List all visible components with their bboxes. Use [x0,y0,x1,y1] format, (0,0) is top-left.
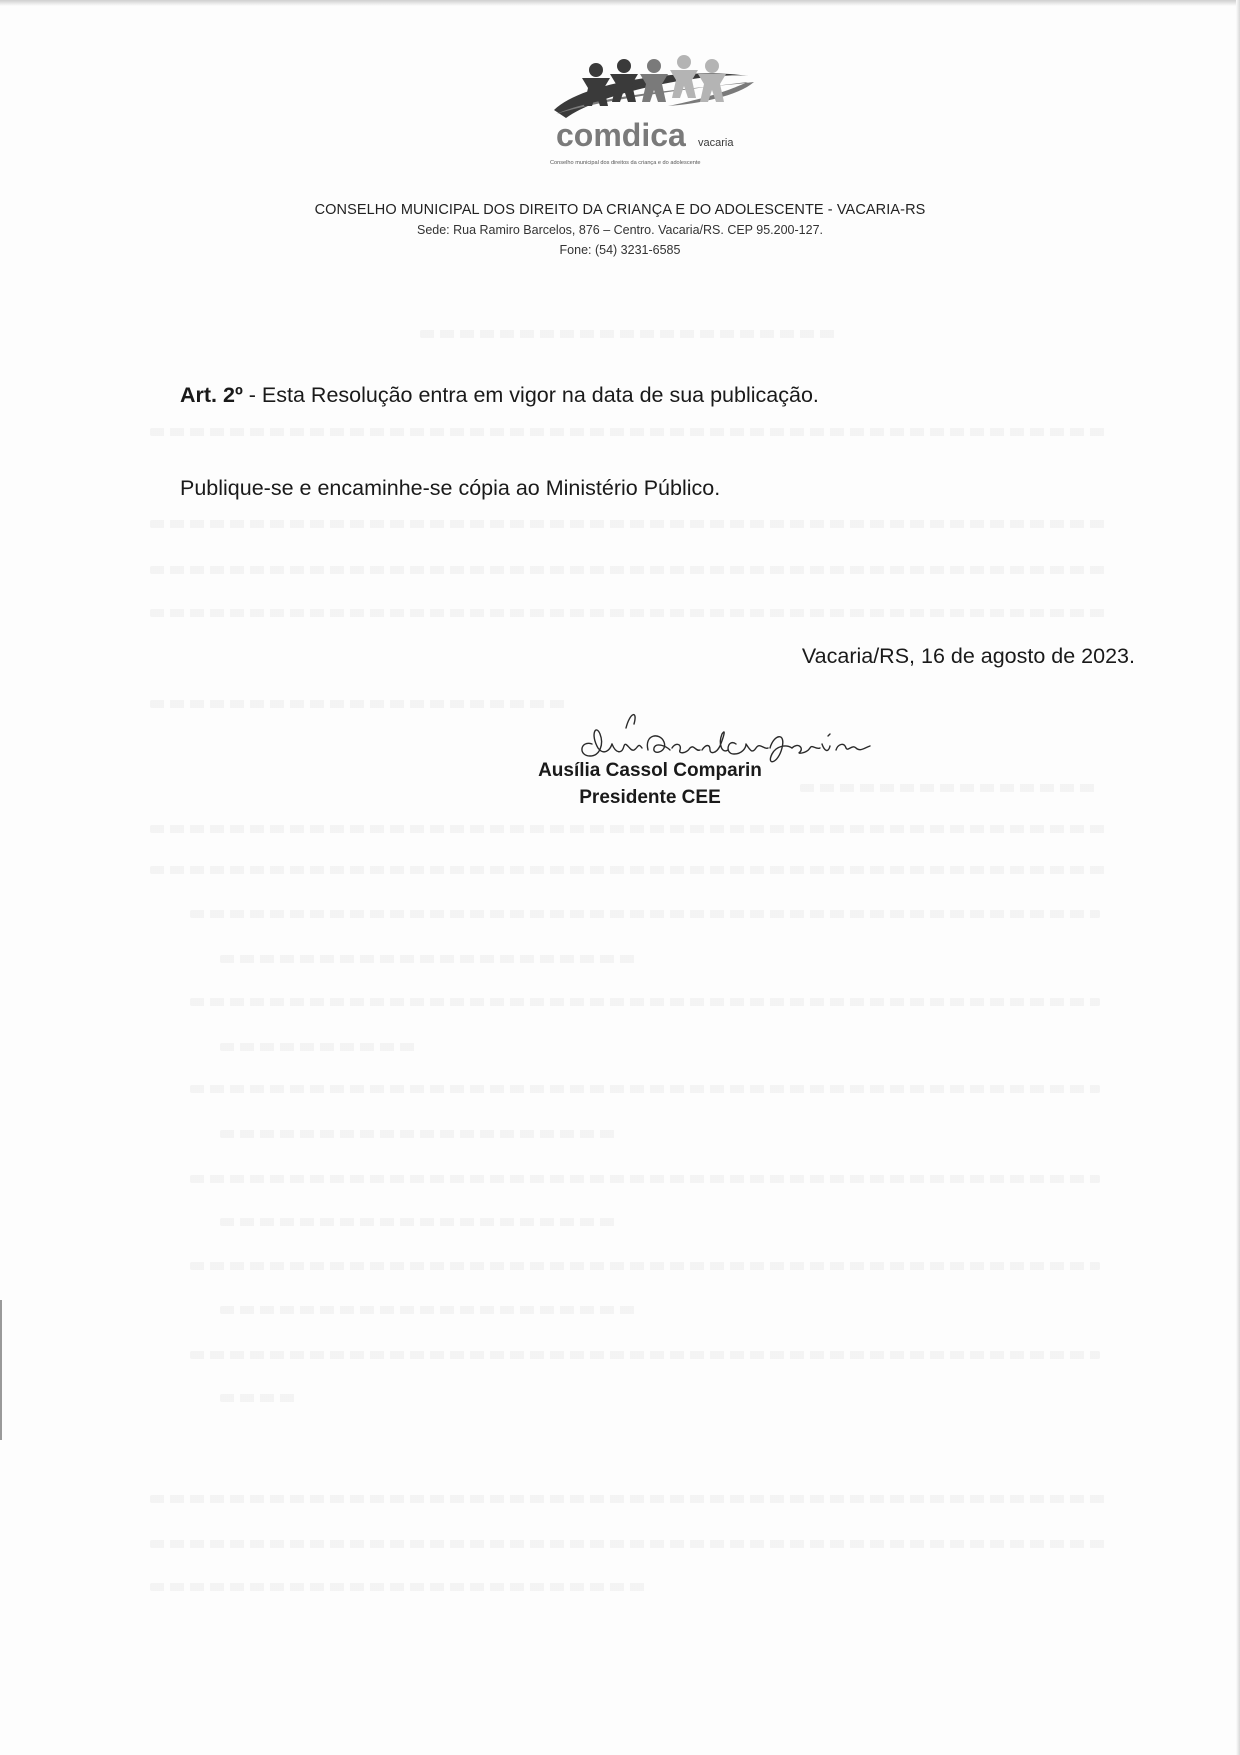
article-text: - Esta Resolução entra em vigor na data de sua publicação. [242,383,819,407]
show-through-line [190,1351,1100,1359]
show-through-line [800,784,1100,792]
show-through-line [190,1085,1100,1093]
show-through-line [220,955,640,963]
signer-role: Presidente CEE [579,787,721,808]
show-through-line [190,1262,1100,1270]
publish-paragraph: Publique-se e encaminhe-se cópia ao Ministério Público. [180,476,721,500]
article-number: Art. 2º [180,383,243,407]
scan-edge-top [0,0,1240,6]
show-through-line [420,330,840,338]
show-through-line [220,1218,620,1226]
show-through-line [150,1540,1110,1548]
show-through-line [150,1495,1110,1503]
logo-wordmark-sub: vacaria [698,137,734,149]
logo-tagline: Conselho municipal dos direitos da criança e do adolescente [550,160,701,166]
letterhead-address: Sede: Rua Ramiro Barcelos, 876 – Centro. Vacaria/RS. CEP 95.200-127. [416,223,823,237]
logo-wordmark-main: comdica [556,117,686,153]
show-through-line [150,700,570,708]
show-through-line [190,910,1100,918]
show-through-line [190,1175,1100,1183]
show-through-line [190,998,1100,1006]
comdica-logo-graphic [548,48,758,170]
show-through-line [150,428,1110,436]
show-through-line [220,1306,640,1314]
show-through-line [150,866,1110,874]
show-through-line [150,825,1110,833]
letterhead-phone: Fone: (54) 3231-6585 [559,243,681,257]
show-through-line [150,1583,650,1591]
show-through-line [220,1130,620,1138]
show-through-line [150,566,1110,574]
article-paragraph [180,380,1080,410]
date-line: Vacaria/RS, 16 de agosto de 2023. [801,644,1135,668]
letterhead [280,200,960,260]
signer-block [500,757,800,811]
show-through-line [220,1043,420,1051]
comdica-logo [548,48,758,170]
scan-edge-right [1236,0,1240,1755]
scan-edge-left [0,1300,2,1440]
show-through-line [150,520,1110,528]
show-through-line [220,1394,300,1402]
show-through-line [150,609,1110,617]
letterhead-title: CONSELHO MUNICIPAL DOS DIREITO DA CRIANÇA E DO ADOLESCENTE - VACARIA-RS [314,202,926,218]
signer-name: Ausília Cassol Comparin [538,760,762,781]
